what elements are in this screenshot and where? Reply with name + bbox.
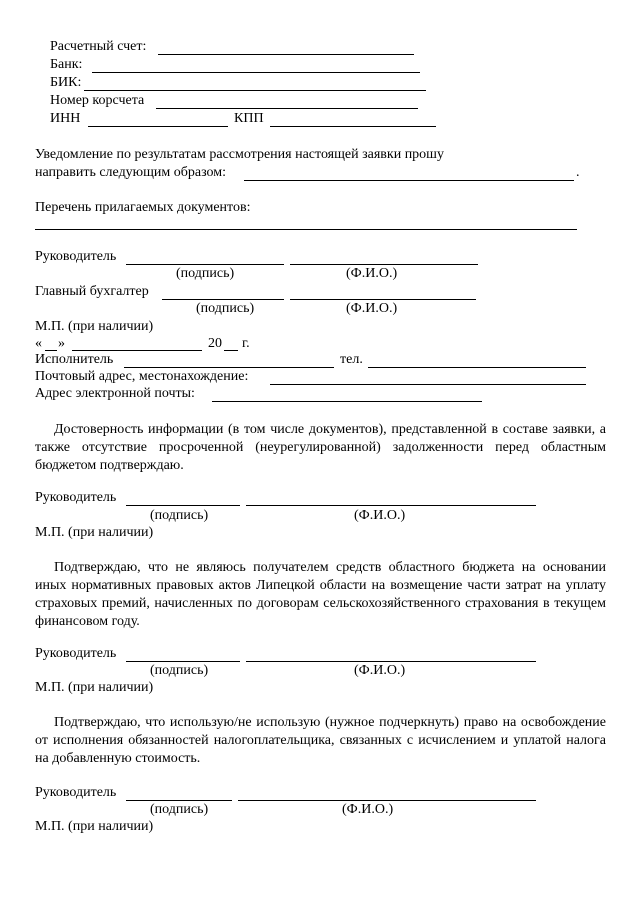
head-signature-line[interactable] [126,800,232,801]
accountant-signature-caption: (подпись) [196,301,255,316]
documents-label: Перечень прилагаемых документов: [35,200,251,215]
email-field-line[interactable] [212,401,482,402]
kpp-field-line[interactable] [270,126,436,127]
reliability-confirmation-paragraph: Достоверность информации (в том числе документов), представленной в составе заявки, а также отсутствие просроченной (неурегулированной) задолженности перед областным бюджетом подтверждаю. [35,422,606,473]
account-field-line[interactable] [158,54,414,55]
bik-label: БИК: [50,75,82,90]
head-label: Руководитель [35,490,117,505]
head-signature-caption: (подпись) [150,663,209,678]
executor-label: Исполнитель [35,352,114,367]
head-fio-line[interactable] [246,661,536,662]
head-fio-caption: (Ф.И.О.) [354,663,406,678]
notification-line-1: Уведомление по результатам рассмотрения настоящей заявки прошу [35,147,444,162]
bik-field-line[interactable] [84,90,426,91]
email-label: Адрес электронной почты: [35,386,195,401]
bank-field-line[interactable] [92,72,420,73]
head-signature-line[interactable] [126,264,284,265]
documents-field-line[interactable] [35,229,577,230]
head-label: Руководитель [35,249,117,264]
stamp-label: М.П. (при наличии) [35,319,154,334]
head-signature-line[interactable] [126,661,240,662]
executor-field-line[interactable] [124,367,334,368]
corr-account-label: Номер корсчета [50,93,145,108]
non-recipient-confirmation-paragraph: Подтверждаю, что не являюсь получателем средств областного бюджета на основании иных нормативных правовых актов Липецкой области на возмещение части затрат на уплату страховых премий, начисленных по договорам сельскохозяйственного страхования в текущем финансовом году. [35,560,606,629]
date-year-suffix: г. [242,336,250,351]
accountant-signature-line[interactable] [162,299,284,300]
account-label: Расчетный счет: [50,39,147,54]
bank-label: Банк: [50,57,83,72]
head-signature-caption: (подпись) [176,266,235,281]
head-fio-caption: (Ф.И.О.) [342,802,394,817]
notification-end-period: . [576,165,580,180]
postal-address-field-line[interactable] [270,384,586,385]
head-fio-caption: (Ф.И.О.) [346,266,398,281]
head-signature-line[interactable] [126,505,240,506]
date-open-quote: « [35,336,42,351]
head-fio-line[interactable] [238,800,536,801]
accountant-fio-line[interactable] [290,299,476,300]
head-label: Руководитель [35,785,117,800]
head-fio-line[interactable] [246,505,536,506]
accountant-fio-caption: (Ф.И.О.) [346,301,398,316]
inn-label: ИНН [50,111,81,126]
notification-line-2: направить следующим образом: [35,165,227,180]
date-year-line[interactable] [224,350,238,351]
corr-account-field-line[interactable] [156,108,418,109]
stamp-label: М.П. (при наличии) [35,525,154,540]
head-fio-line[interactable] [290,264,478,265]
notification-method-field-line[interactable] [244,180,574,181]
head-label: Руководитель [35,646,117,661]
date-close-quote: » [58,336,65,351]
postal-address-label: Почтовый адрес, местонахождение: [35,369,249,384]
kpp-label: КПП [234,111,264,126]
stamp-label: М.П. (при наличии) [35,819,154,834]
tel-label: тел. [340,352,363,367]
tel-field-line[interactable] [368,367,586,368]
date-year-prefix: 20 [208,336,222,351]
head-fio-caption: (Ф.И.О.) [354,508,406,523]
head-signature-caption: (подпись) [150,802,209,817]
stamp-label: М.П. (при наличии) [35,680,154,695]
vat-exemption-confirmation-paragraph: Подтверждаю, что использую/не использую (нужное подчеркнуть) право на освобождение от исполнения обязанностей налогоплательщика, связанных с исчислением и уплатой налога на добавленную стоимость. [35,715,606,766]
head-signature-caption: (подпись) [150,508,209,523]
date-day-line[interactable] [45,350,57,351]
inn-field-line[interactable] [88,126,228,127]
date-month-line[interactable] [72,350,202,351]
accountant-label: Главный бухгалтер [35,284,149,299]
